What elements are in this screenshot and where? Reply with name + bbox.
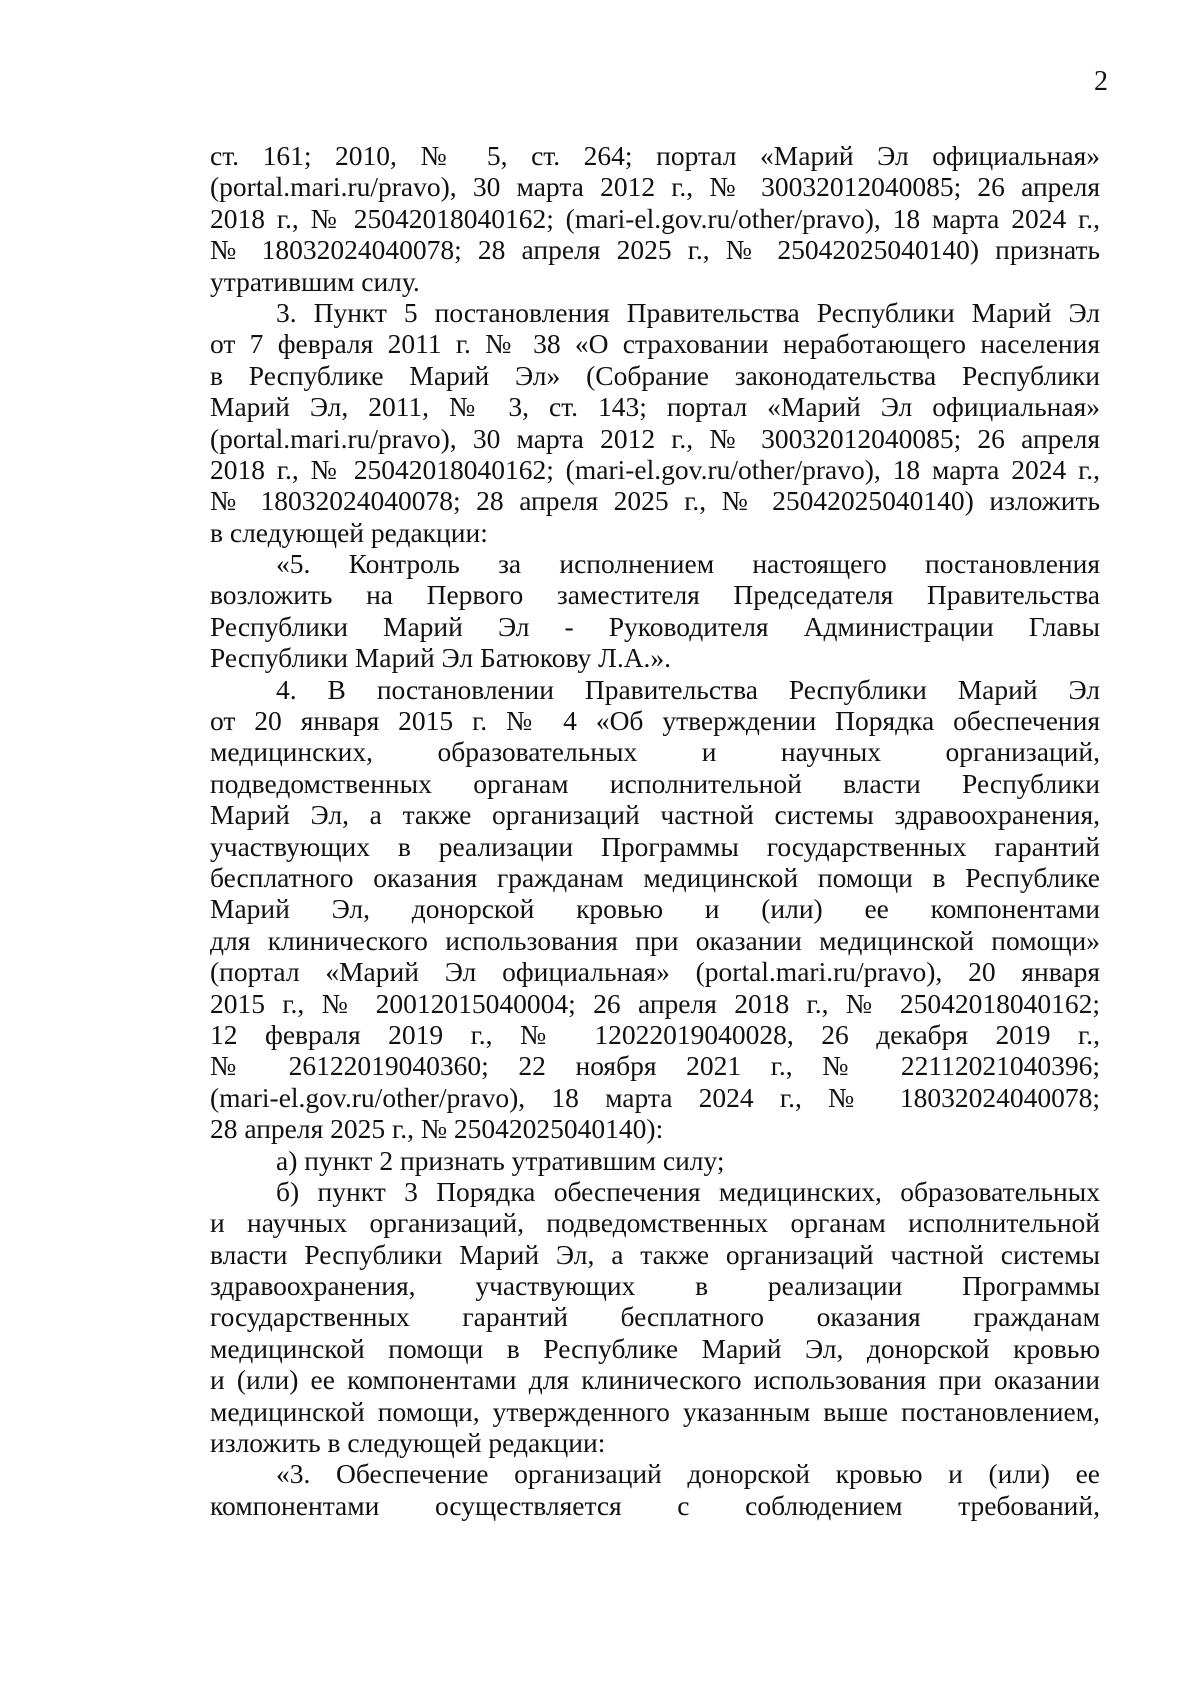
text-line: от 20 января 2015 г. № 4 «Об утверждении Порядка обеспечения <box>210 705 1100 737</box>
text-line: власти Республики Марий Эл, а также организаций частной системы <box>210 1238 1100 1270</box>
text-line: № 18032024040078; 28 апреля 2025 г., № 25042025040140) признать <box>210 234 1100 266</box>
text-line: медицинской помощи в Республике Марий Эл, донорской кровью <box>210 1332 1100 1364</box>
text-line: (portal.mari.ru/pravo), 30 марта 2012 г., № 30032012040085; 26 апреля <box>210 171 1100 203</box>
text-line: Марий Эл, а также организаций частной системы здравоохранения, <box>210 799 1100 831</box>
text-line: подведомственных органам исполнительной власти Республики <box>210 767 1100 799</box>
text-line: «5. Контроль за исполнением настоящего постановления <box>276 548 1100 580</box>
text-line: Марий Эл, 2011, № 3, ст. 143; портал «Марий Эл официальная» <box>210 391 1100 423</box>
text-line: № 18032024040078; 28 апреля 2025 г., № 25042025040140) изложить <box>210 485 1100 517</box>
page-number: 2 <box>1094 66 1108 97</box>
text-line: 12 февраля 2019 г., № 12022019040028, 26 декабря 2019 г., <box>210 1018 1100 1050</box>
text-line: от 7 февраля 2011 г. № 38 «О страховании неработающего населения <box>210 328 1100 360</box>
text-line: возложить на Первого заместителя Председателя Правительства <box>210 579 1100 611</box>
text-line: б) пункт 3 Порядка обеспечения медицинских, образовательных <box>276 1175 1100 1207</box>
text-line: и научных организаций, подведомственных органам исполнительной <box>210 1207 1100 1239</box>
text-line: изложить в следующей редакции: <box>210 1427 606 1459</box>
text-line: а) пункт 2 признать утратившим силу; <box>276 1144 725 1176</box>
text-line: Республики Марий Эл Батюкову Л.А.». <box>210 642 672 674</box>
text-line: 4. В постановлении Правительства Республики Марий Эл <box>276 673 1100 705</box>
text-line: компонентами осуществляется с соблюдением требований, <box>210 1489 1100 1521</box>
text-line: (портал «Марий Эл официальная» (portal.mari.ru/pravo), 20 января <box>210 956 1100 988</box>
text-line: «3. Обеспечение организаций донорской кровью и (или) ее <box>276 1458 1100 1490</box>
text-line: ст. 161; 2010, № 5, ст. 264; портал «Марий Эл официальная» <box>210 140 1100 171</box>
text-line: бесплатного оказания гражданам медицинской помощи в Республике <box>210 861 1100 893</box>
text-line: 2018 г., № 25042018040162; (mari-el.gov.ru/other/pravo), 18 марта 2024 г., <box>210 202 1100 234</box>
text-line: (portal.mari.ru/pravo), 30 марта 2012 г., № 30032012040085; 26 апреля <box>210 422 1100 454</box>
text-line: 28 апреля 2025 г., № 25042025040140): <box>210 1113 664 1145</box>
text-line: здравоохранения, участвующих в реализации Программы <box>210 1270 1100 1302</box>
text-line: в следующей редакции: <box>210 516 488 548</box>
text-line: 2015 г., № 20012015040004; 26 апреля 2018 г., № 25042018040162; <box>210 987 1100 1019</box>
text-line: 3. Пункт 5 постановления Правительства Республики Марий Эл <box>276 296 1100 328</box>
text-line: Марий Эл, донорской кровью и (или) ее компонентами <box>210 893 1100 925</box>
text-line: (mari-el.gov.ru/other/pravo), 18 марта 2024 г., № 18032024040078; <box>210 1081 1100 1113</box>
text-line: медицинской помощи, утвержденного указанным выше постановлением, <box>210 1395 1100 1427</box>
text-line: и (или) ее компонентами для клинического использования при оказании <box>210 1364 1100 1396</box>
text-line: для клинического использования при оказании медицинской помощи» <box>210 924 1100 956</box>
text-line: участвующих в реализации Программы государственных гарантий <box>210 830 1100 862</box>
text-line: Республики Марий Эл - Руководителя Администрации Главы <box>210 610 1100 642</box>
text-line: в Республике Марий Эл» (Собрание законодательства Республики <box>210 359 1100 391</box>
document-body <box>210 140 1100 1521</box>
text-line: государственных гарантий бесплатного оказания гражданам <box>210 1301 1100 1333</box>
text-line: медицинских, образовательных и научных организаций, <box>210 736 1100 768</box>
text-line: утратившим силу. <box>210 265 420 297</box>
text-line: 2018 г., № 25042018040162; (mari-el.gov.ru/other/pravo), 18 марта 2024 г., <box>210 453 1100 485</box>
text-line: № 26122019040360; 22 ноября 2021 г., № 22112021040396; <box>210 1050 1100 1082</box>
